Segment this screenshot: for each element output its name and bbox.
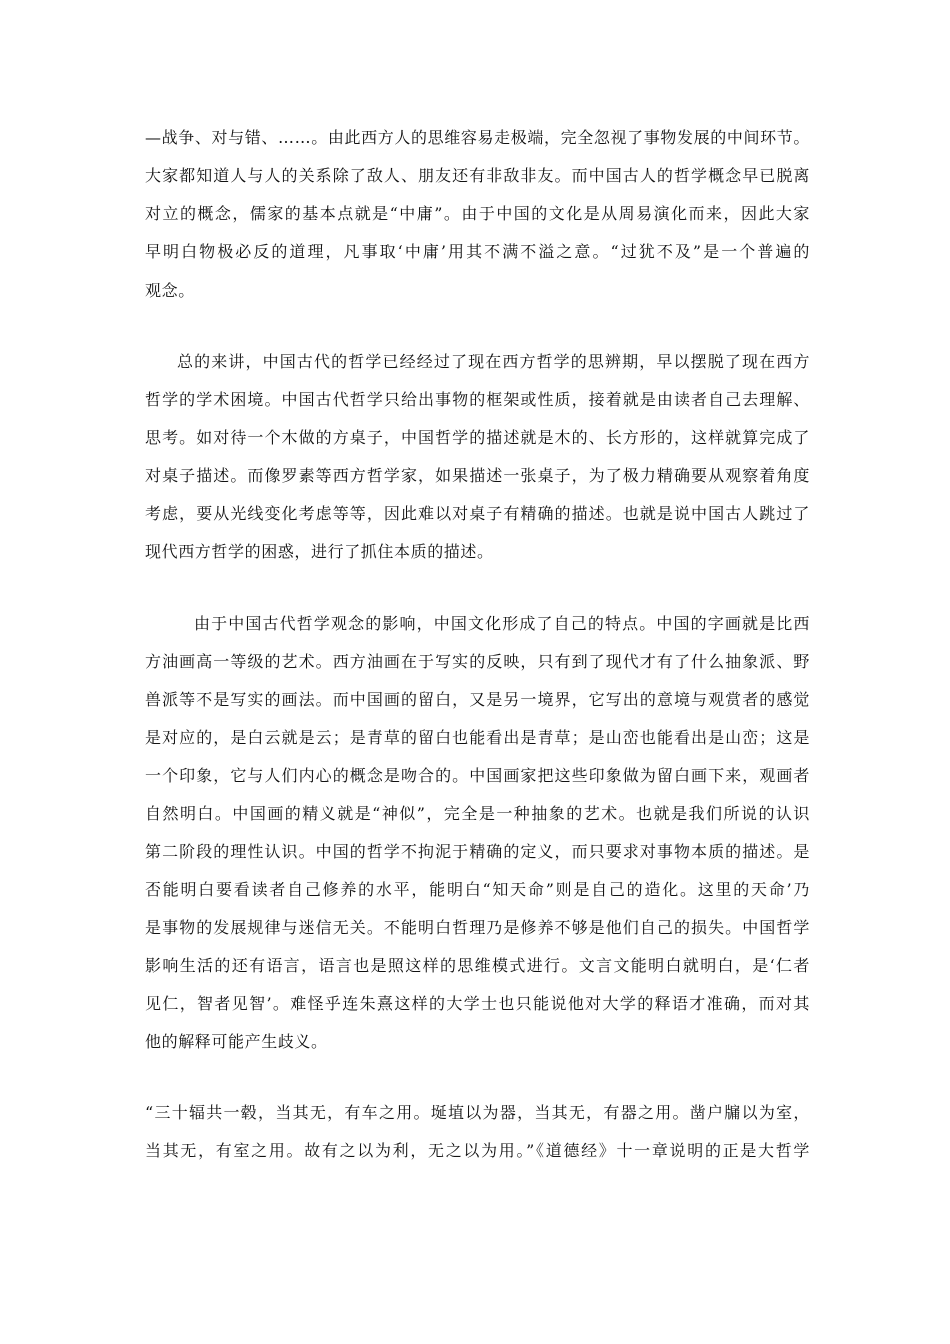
paragraph-4-line-2: 当其无，有室之用。故有之以为利，无之以为用。”《道德经》十一章说明的正是大哲学 xyxy=(145,1141,810,1160)
paragraph-3-line-12: 他的解释可能产生歧义。 xyxy=(145,1032,328,1051)
paragraph-3-line-3: 兽派等不是写实的画法。而中国画的留白，又是另一境界，它写出的意境与观赏者的感觉 xyxy=(145,690,810,709)
paragraph-2-line-6: 现代西方哲学的困惑，进行了抓住本质的描述。 xyxy=(145,542,494,561)
paragraph-3-line-8: 否能明白要看读者自己修养的水平，能明白“知天命”则是自己的造化。这里的天命’乃 xyxy=(145,880,810,899)
paragraph-2-line-1: 总的来讲，中国古代的哲学已经经过了现在西方哲学的思辨期，早以摆脱了现在西方 xyxy=(177,352,810,371)
paragraph-1-line-1: —战争、对与错、……。由此西方人的思维容易走极端，完全忽视了事物发展的中间环节。 xyxy=(145,128,810,147)
paragraph-1-line-3: 对立的概念，儒家的基本点就是“中庸”。由于中国的文化是从周易演化而来，因此大家 xyxy=(145,204,810,223)
paragraph-1-line-5: 观念。 xyxy=(145,281,195,300)
paragraph-2-line-4: 对桌子描述。而像罗素等西方哲学家，如果描述一张桌子，为了极力精确要从观察着角度 xyxy=(145,466,810,485)
paragraph-4-line-1: “三十辐共一毂，当其无，有车之用。埏埴以为器，当其无，有器之用。凿户牖以为室， xyxy=(145,1103,810,1122)
paragraph-3-line-11: 见仁，智者见智’。难怪乎连朱熹这样的大学士也只能说他对大学的释语才准确，而对其 xyxy=(145,994,810,1013)
paragraph-1-line-2: 大家都知道人与人的关系除了敌人、朋友还有非敌非友。而中国古人的哲学概念早已脱离 xyxy=(145,166,810,185)
paragraph-2-line-5: 考虑，要从光线变化考虑等等，因此难以对桌子有精确的描述。也就是说中国古人跳过了 xyxy=(145,504,810,523)
paragraph-2-line-2: 哲学的学术困境。中国古代哲学只给出事物的框架或性质，接着就是由读者自己去理解、 xyxy=(145,390,810,409)
paragraph-3-line-10: 影响生活的还有语言，语言也是照这样的思维模式进行。文言文能明白就明白，是‘仁者 xyxy=(145,956,810,975)
paragraph-2-line-3: 思考。如对待一个木做的方桌子，中国哲学的描述就是木的、长方形的，这样就算完成了 xyxy=(145,428,810,447)
paragraph-3-line-5: 一个印象，它与人们内心的概念是吻合的。中国画家把这些印象做为留白画下来，观画者 xyxy=(145,766,810,785)
paragraph-3-line-7: 第二阶段的理性认识。中国的哲学不拘泥于精确的定义，而只要求对事物本质的描述。是 xyxy=(145,842,810,861)
paragraph-1-line-4: 早明白物极必反的道理，凡事取‘中庸’用其不满不溢之意。“过犹不及”是一个普遍的 xyxy=(145,242,810,261)
paragraph-3-line-6: 自然明白。中国画的精义就是“神似”，完全是一种抽象的艺术。也就是我们所说的认识 xyxy=(145,804,810,823)
paragraph-3-line-4: 是对应的，是白云就是云；是青草的留白也能看出是青草；是山峦也能看出是山峦；这是 xyxy=(145,728,810,747)
paragraph-3-line-1: 由于中国古代哲学观念的影响，中国文化形成了自己的特点。中国的字画就是比西 xyxy=(194,614,810,633)
paragraph-3-line-2: 方油画高一等级的艺术。西方油画在于写实的反映，只有到了现代才有了什么抽象派、野 xyxy=(145,652,810,671)
paragraph-3-line-9: 是事物的发展规律与迷信无关。不能明白哲理乃是修养不够是他们自己的损失。中国哲学 xyxy=(145,918,810,937)
